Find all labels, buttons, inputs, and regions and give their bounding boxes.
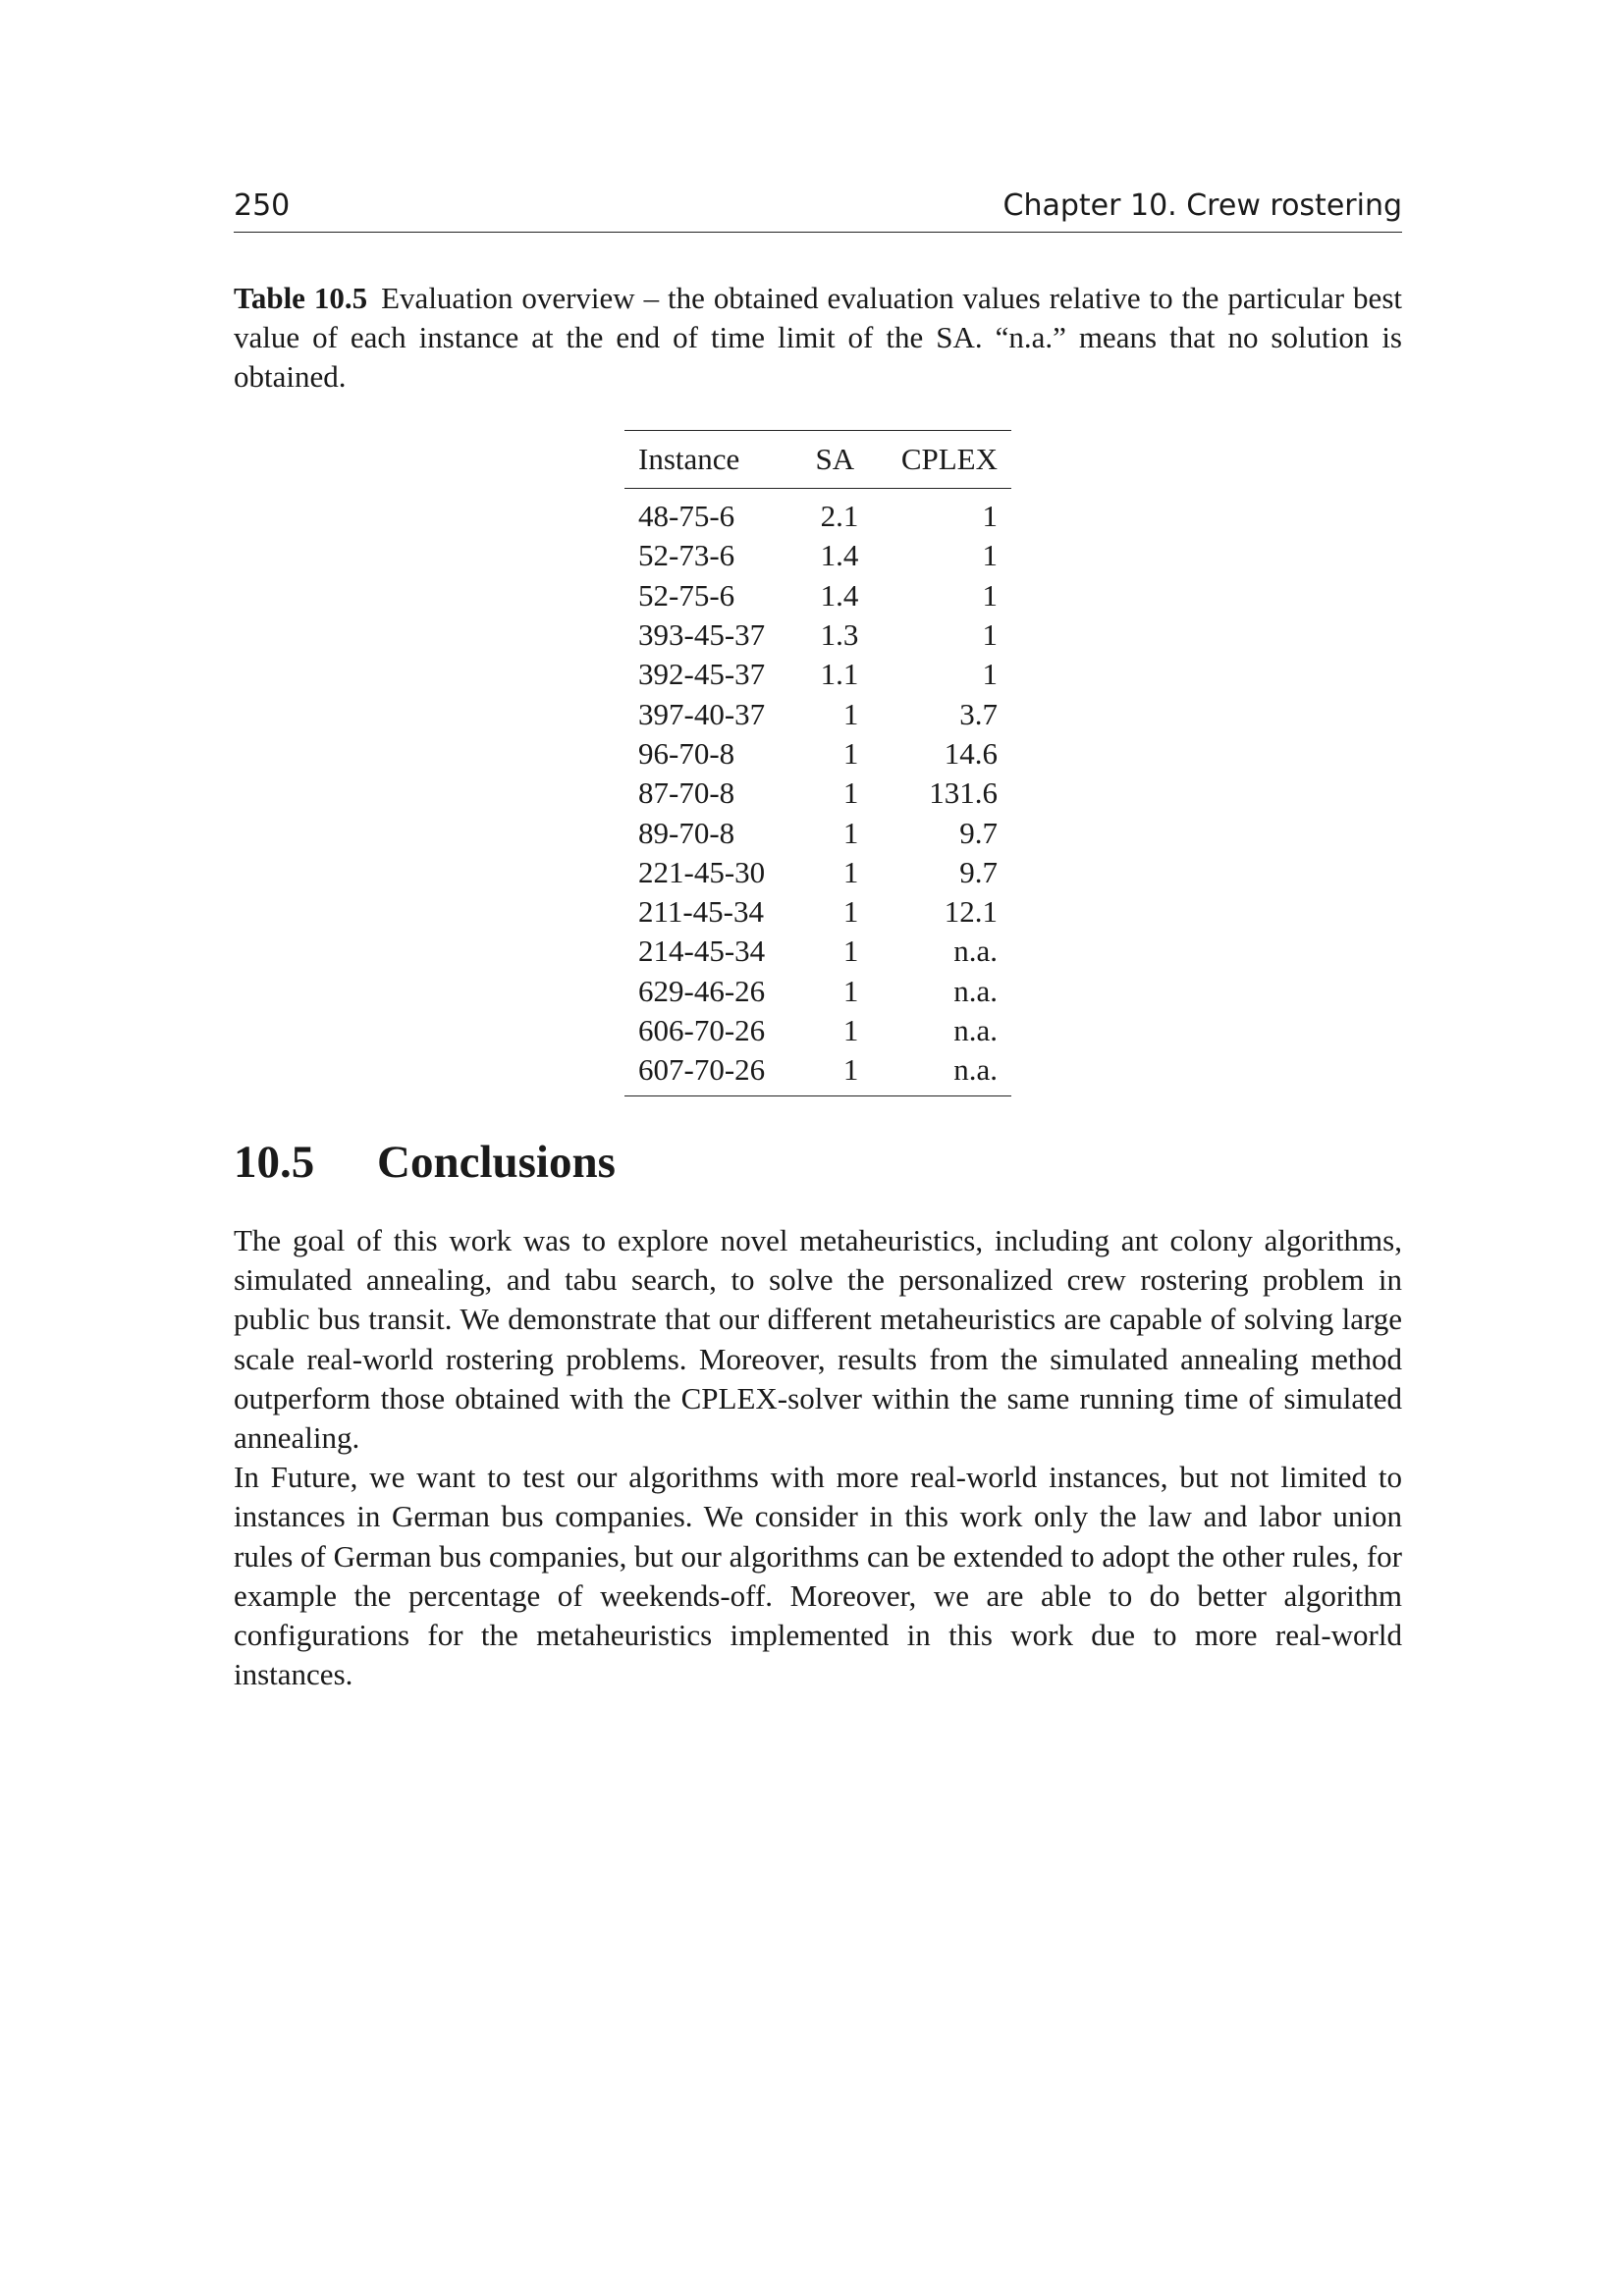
cell-cplex: n.a.	[953, 1052, 998, 1088]
table-row	[624, 655, 1011, 694]
table-row	[624, 734, 1011, 774]
cell-instance: 392-45-37	[638, 657, 766, 692]
paragraph: In Future, we want to test our algorithms with more real-world instances, but not limited to instances in German bus companies. We consider in this work only the law and labor union rules of German bus companies, but our algorithms can be extended to adopt the other rules, for example the percentage of weekends-off. Moreover, we are able to do better algorithm configurations for the metaheuristics implemented in this work due to more real-world instances.	[234, 1460, 1402, 1692]
cell-sa: 2.1	[820, 499, 859, 534]
table-row	[624, 1011, 1011, 1050]
table-row	[624, 489, 1011, 537]
cell-cplex: 14.6	[944, 735, 998, 771]
cell-sa: 1	[842, 1052, 859, 1088]
table-row	[624, 694, 1011, 733]
column-header-cplex: CPLEX	[900, 442, 998, 476]
cell-cplex: 1	[982, 499, 998, 534]
table-row	[624, 615, 1011, 655]
cell-sa: 1	[842, 894, 859, 930]
cell-instance: 48-75-6	[638, 499, 735, 534]
cell-sa: 1	[842, 934, 859, 969]
section-title: Conclusions	[377, 1137, 616, 1188]
table-row	[624, 813, 1011, 852]
cell-sa: 1	[842, 854, 859, 889]
table-row	[624, 972, 1011, 1011]
column-header-sa: SA	[815, 442, 855, 476]
column-header-instance: Instance	[638, 442, 740, 476]
table-row	[624, 576, 1011, 615]
running-header	[234, 187, 1402, 233]
cell-cplex: 1	[982, 617, 998, 653]
cell-cplex: 1	[982, 538, 998, 573]
cell-cplex: 9.7	[959, 854, 998, 889]
table-row	[624, 853, 1011, 892]
cell-cplex: 1	[982, 657, 998, 692]
cell-cplex: 1	[982, 577, 998, 613]
table-row	[624, 774, 1011, 813]
cell-instance: 393-45-37	[638, 617, 766, 653]
cell-cplex: 9.7	[959, 815, 998, 850]
cell-instance: 214-45-34	[638, 934, 766, 969]
cell-instance: 96-70-8	[638, 735, 735, 771]
cell-instance: 211-45-34	[638, 894, 764, 930]
section-body	[234, 1221, 1402, 1694]
table-caption-label: Table 10.5	[234, 281, 368, 315]
cell-sa: 1	[842, 775, 859, 811]
table-row	[624, 1050, 1011, 1096]
cell-sa: 1.3	[820, 617, 859, 653]
table-caption	[234, 279, 1402, 397]
table-row	[624, 536, 1011, 575]
cell-cplex: 131.6	[929, 775, 998, 811]
table-caption-text: Evaluation overview – the obtained evaluation values relative to the particular best value of each instance at the end of time limit of the SA. “n.a.” means that no solution is obtained.	[234, 281, 1402, 394]
table-row	[624, 932, 1011, 971]
cell-sa: 1	[842, 1013, 859, 1047]
chapter-title: Chapter 10. Crew rostering	[1002, 188, 1402, 223]
table-header-row	[624, 431, 1011, 489]
cell-sa: 1	[842, 973, 859, 1008]
cell-instance: 87-70-8	[638, 775, 735, 811]
cell-instance: 89-70-8	[638, 815, 735, 850]
cell-sa: 1.4	[820, 538, 859, 573]
cell-cplex: 3.7	[959, 696, 998, 731]
cell-cplex: n.a.	[953, 973, 998, 1008]
cell-instance: 221-45-30	[638, 854, 766, 889]
cell-cplex: n.a.	[953, 1013, 998, 1047]
table-row	[624, 892, 1011, 932]
cell-sa: 1	[842, 815, 859, 850]
cell-sa: 1	[842, 735, 859, 771]
paragraph: The goal of this work was to explore novel metaheuristics, including ant colony algorithms, simulated annealing, and tabu search, to solve the personalized crew rostering problem in public bus transit. We demonstrate that our different metaheuristics are capable of solving large scale real-world rostering problems. Moreover, results from the simulated annealing method outperform those obtained with the CPLEX-solver within the same running time of simulated annealing.	[234, 1223, 1402, 1456]
cell-instance: 52-73-6	[638, 538, 735, 573]
cell-instance: 629-46-26	[638, 973, 766, 1008]
evaluation-table	[624, 430, 1011, 1096]
table-body	[624, 489, 1011, 1096]
cell-instance: 397-40-37	[638, 696, 766, 731]
cell-instance: 607-70-26	[638, 1052, 766, 1088]
page-number: 250	[234, 188, 291, 223]
cell-cplex: 12.1	[944, 894, 998, 930]
section-heading	[234, 1133, 616, 1192]
cell-instance: 606-70-26	[638, 1013, 766, 1047]
cell-instance: 52-75-6	[638, 577, 735, 613]
cell-sa: 1.4	[820, 577, 859, 613]
cell-sa: 1	[842, 696, 859, 731]
section-number: 10.5	[234, 1137, 315, 1188]
cell-sa: 1.1	[820, 657, 859, 692]
cell-cplex: n.a.	[953, 934, 998, 969]
